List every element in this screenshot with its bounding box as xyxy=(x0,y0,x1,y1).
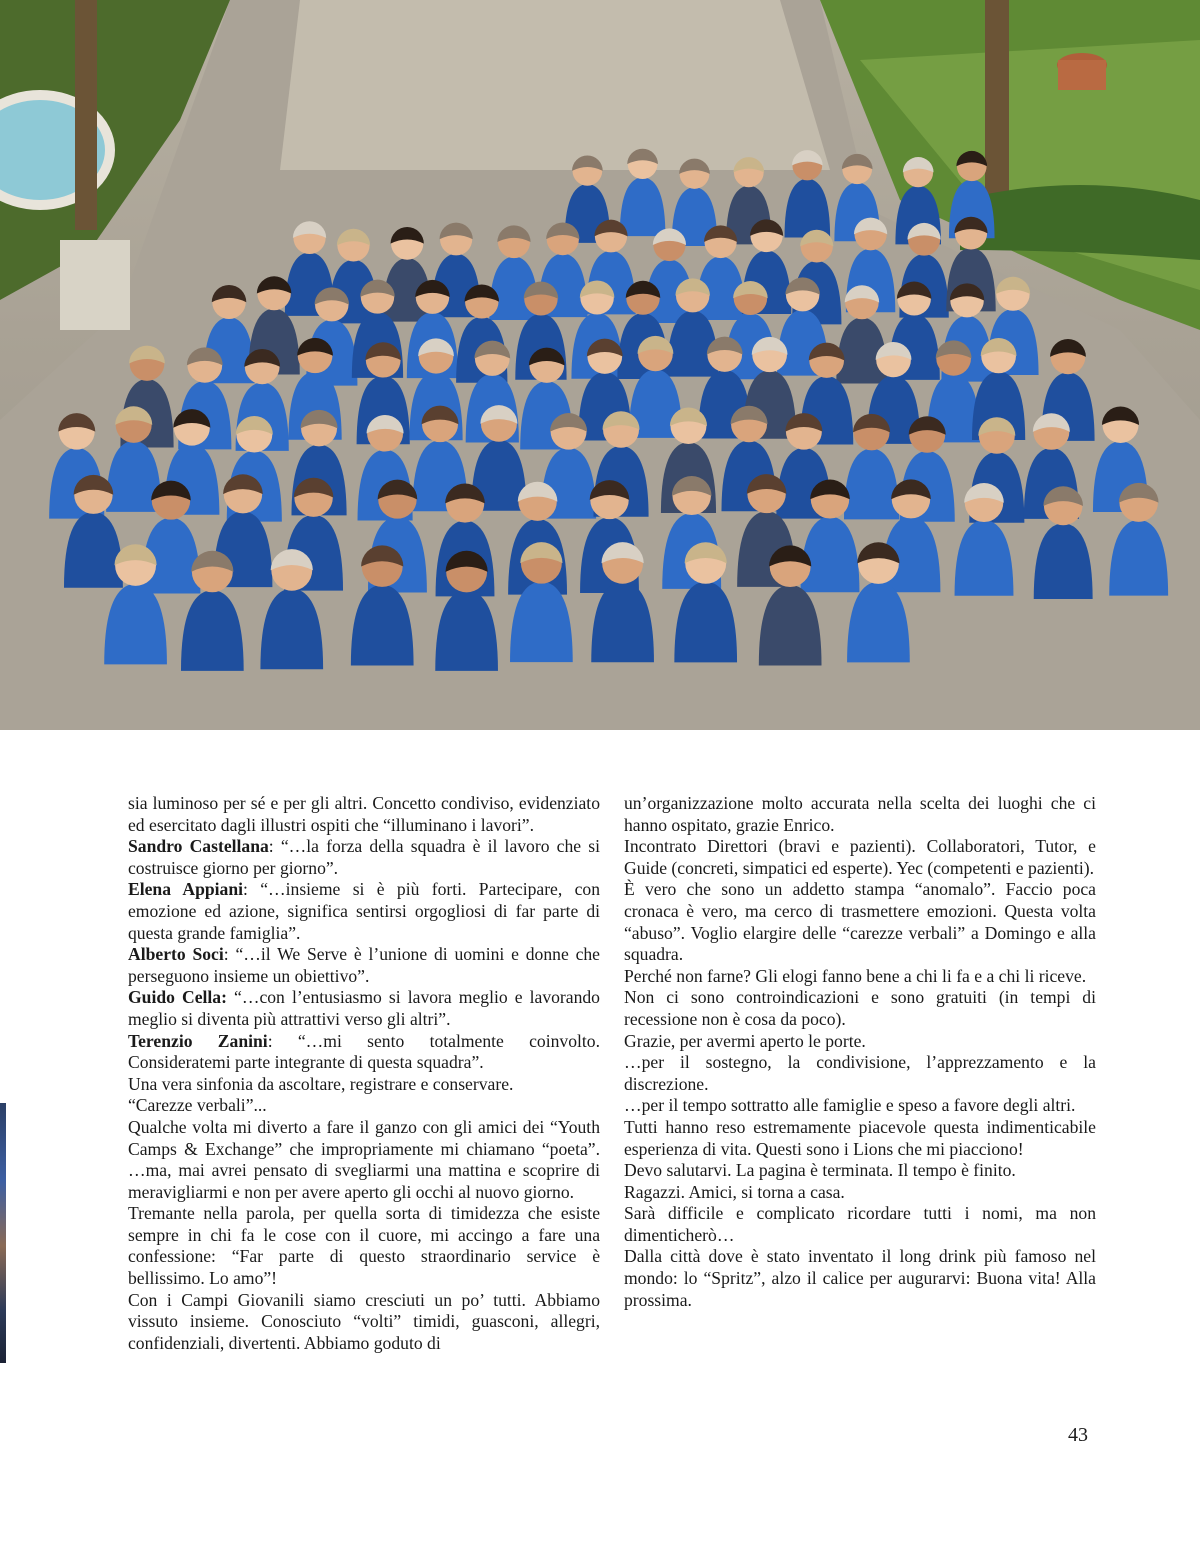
article-paragraph xyxy=(128,987,600,1030)
article-paragraph xyxy=(128,944,600,987)
paragraph-text: sia luminoso per sé e per gli altri. Concetto condiviso, evidenziato ed esercitato dagli illustri ospiti che “illuminano i lavori”. xyxy=(128,793,600,835)
article-paragraph: Perché non farne? Gli elogi fanno bene a chi li fa e a chi li riceve. xyxy=(624,965,1087,986)
article-paragraph xyxy=(128,1095,600,1117)
article-paragraph xyxy=(128,879,600,944)
article-paragraph: Sarà difficile e complicato ricordare tutti i nomi, ma non dimenticherò… xyxy=(624,1203,1096,1245)
speaker-name: Alberto Soci xyxy=(128,944,224,965)
article-paragraph: …per il tempo sottratto alle famiglie e speso a favore degli altri. xyxy=(624,1095,1076,1116)
article-paragraph: Dalla città dove è stato inventato il long drink più famoso nel mondo: lo “Spritz”, alzo il calice per augurarvi: Buona vita! Alla prossima. xyxy=(624,1246,1096,1310)
article-paragraph xyxy=(128,1203,600,1289)
page-number: 43 xyxy=(1068,1424,1088,1446)
paragraph-text: “…con l’entusiasmo si lavora meglio e lavorando meglio si diventa più attrattivi verso gli altri”. xyxy=(128,987,600,1029)
article-paragraph: Ragazzi. Amici, si torna a casa. xyxy=(624,1181,845,1202)
article-paragraph xyxy=(128,836,600,879)
speaker-name: Guido Cella: xyxy=(128,987,227,1008)
group-photo-icon xyxy=(0,0,1200,730)
article-paragraph xyxy=(128,1290,600,1355)
paragraph-text: Una vera sinfonia da ascoltare, registrare e conservare. xyxy=(128,1073,514,1094)
paragraph-text: “Carezze verbali”... xyxy=(128,1095,267,1116)
paragraph-text: : “…il We Serve è l’unione di uomini e donne che perseguono insieme un obiettivo”. xyxy=(128,944,600,986)
speaker-name: Elena Appiani xyxy=(128,879,244,900)
article-paragraph: …per il sostegno, la condivisione, l’apprezzamento e la discrezione. xyxy=(624,1052,1096,1094)
paragraph-text: : “…la forza della squadra è il lavoro che si costruisce giorno per giorno”. xyxy=(128,836,600,878)
article-paragraph: Tutti hanno reso estremamente piacevole questa indimenticabile esperienza di vita. Questi sono i Lions che mi piacciono! xyxy=(624,1116,1096,1159)
article-paragraph xyxy=(128,1117,600,1203)
article-paragraph xyxy=(128,793,600,836)
article-paragraph: Incontrato Direttori (bravi e pazienti). Collaboratori, Tutor, e Guide (concreti, simpatici ed esperte). Yec (competenti e pazienti). xyxy=(624,836,1096,878)
paragraph-text: Con i Campi Giovanili siamo cresciuti un po’ tutti. Abbiamo vissuto insieme. Conosciuto “volti” timidi, guasconi, allegri, confidenziali, divertenti. Abbiamo goduto di xyxy=(128,1289,600,1353)
palm-trunk-right xyxy=(985,0,1009,220)
paragraph-text: : “…insieme si è più forti. Partecipare, con emozione ed azione, significa sentirsi orgogliosi di far parte di questa grande famiglia”. xyxy=(128,879,600,943)
article-paragraph: Non ci sono controindicazioni e sono gratuiti (in tempi di recessione non è cosa da poco). xyxy=(624,987,1096,1029)
speaker-name: Sandro Castellana xyxy=(128,836,269,857)
paragraph-text: Tremante nella parola, per quella sorta di timidezza che esiste sempre in chi fa le cose con il cuore, mi accingo a fare una confessione: “Far parte di questo straordinario service è bellissimo. Lo amo”! xyxy=(128,1203,600,1289)
article-paragraph: È vero che sono un addetto stampa “anomalo”. Faccio poca cronaca è vero, ma cerco di trasmettere emozioni. Questa volta “abuso”. Voglio elargire delle “carezze verbali” a Domingo e alla squadra. xyxy=(624,879,1096,965)
article-paragraph xyxy=(128,1074,600,1096)
article-paragraph: Devo salutarvi. La pagina è terminata. Il tempo è finito. xyxy=(624,1160,1016,1181)
adjacent-page-strip xyxy=(0,1103,6,1363)
article-paragraph: un’organizzazione molto accurata nella scelta dei luoghi che ci hanno ospitato, grazie Enrico. xyxy=(624,793,1096,835)
paragraph-text: Qualche volta mi diverto a fare il ganzo con gli amici dei “Youth Camps & Exchange” che impropriamente mi chiamano “poeta”. …ma, mai avrei pensato di svegliarmi una mattina e scoprire di meravigliarmi e non per avere aperto gli occhi al nuovo giorno. xyxy=(128,1116,600,1202)
article-paragraph xyxy=(128,1031,600,1074)
paragraph-text: : “…mi sento totalmente coinvolto. Consideratemi parte integrante di questa squadra”. xyxy=(128,1030,600,1073)
palm-trunk-left xyxy=(75,0,97,230)
article-column-left xyxy=(128,793,600,1354)
group-photo xyxy=(0,0,1200,730)
article-column-right xyxy=(624,793,1096,1311)
speaker-name: Terenzio Zanini xyxy=(128,1030,268,1051)
article-paragraph: Grazie, per avermi aperto le porte. xyxy=(624,1030,866,1051)
